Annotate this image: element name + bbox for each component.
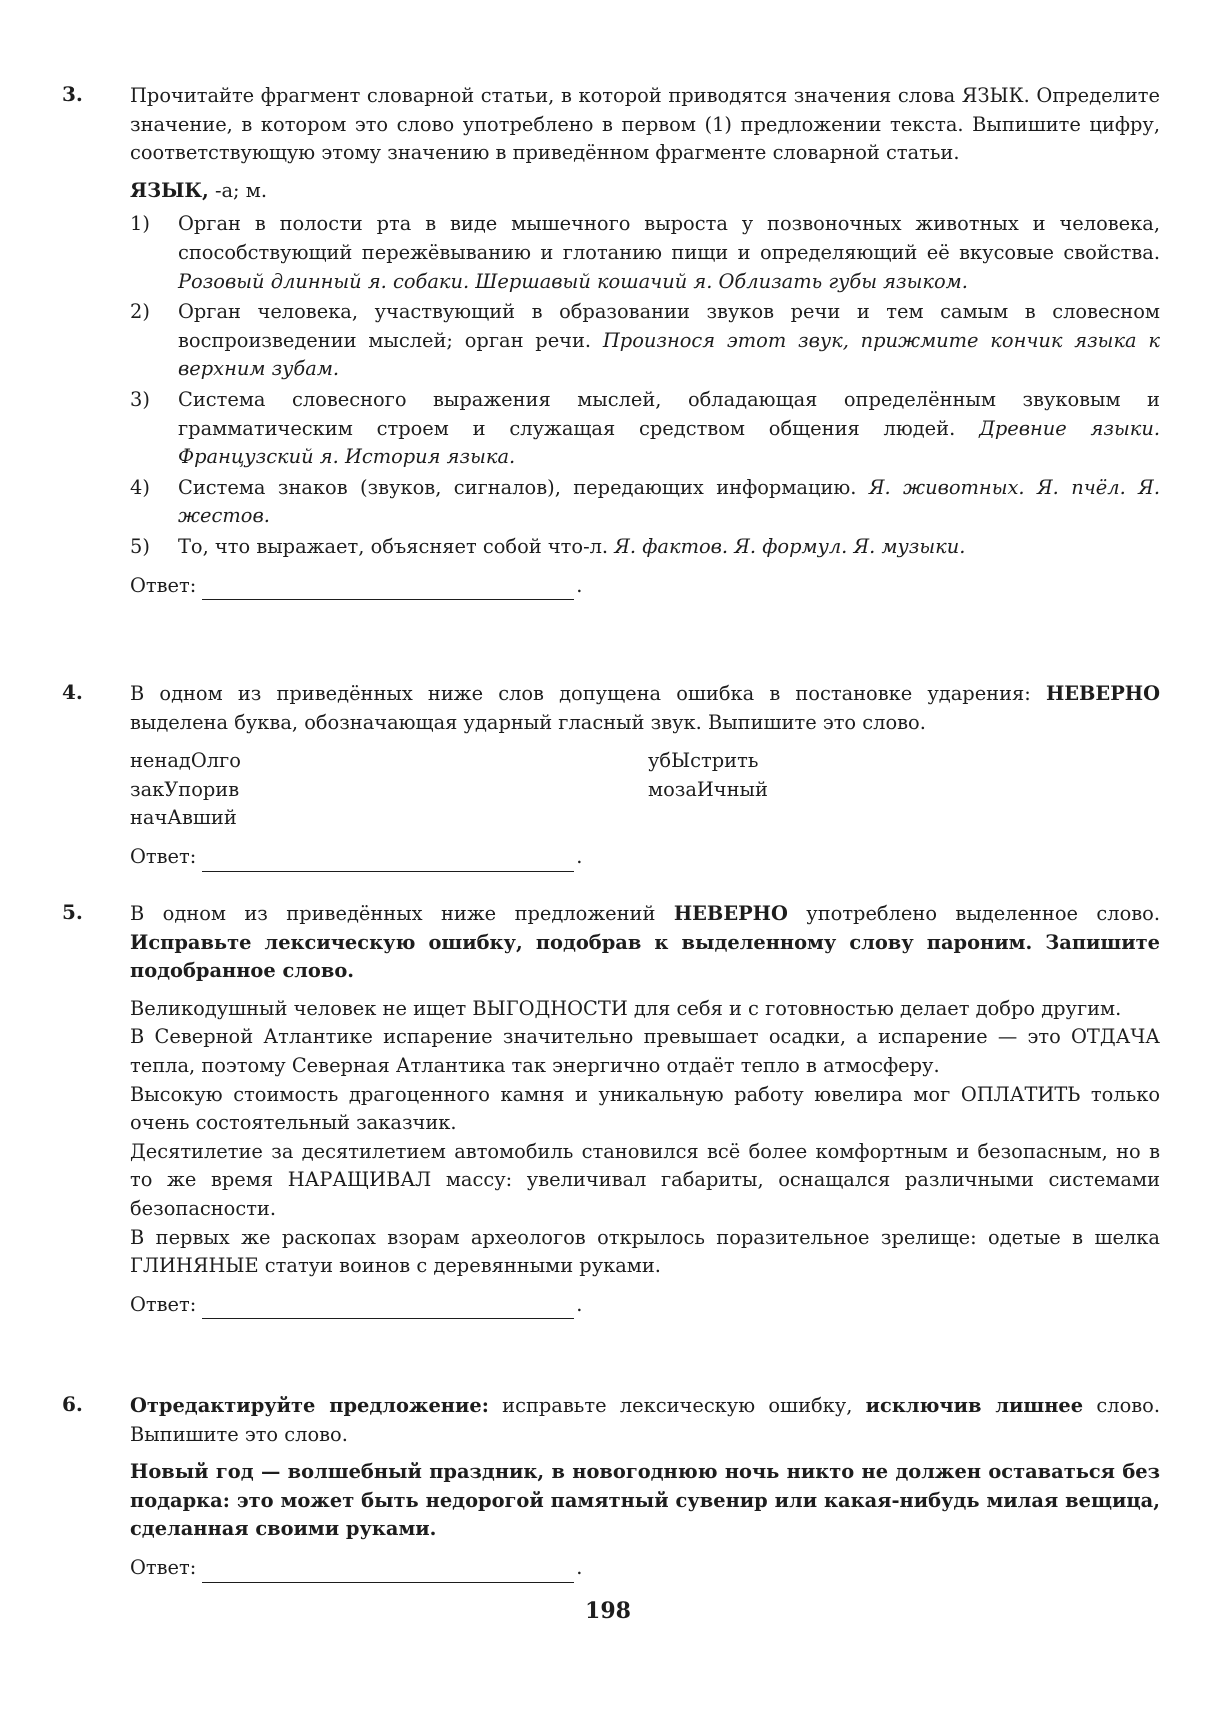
word-list (130, 747, 1160, 833)
task-6 (62, 1392, 1160, 1583)
answer-label: Ответ: (130, 1555, 197, 1579)
answer-row: Ответ: . (130, 1291, 1160, 1320)
meaning-number: 4) (130, 475, 150, 499)
sentence: В Северной Атлантике испарение значительно превышает осадки, а испарение — это ОТДАЧА тепла, поэтому Северная Атлантика так энергично отдаёт тепло в атмосферу. (130, 1025, 1160, 1077)
meaning-text: Орган человека, участвующий в образовании звуков речи и тем самым в словесном воспроизведении мыслей; орган речи. (178, 300, 1160, 352)
answer-field[interactable] (202, 849, 574, 872)
meaning-text: Орган в полости рта в виде мышечного выроста у позвоночных животных и человека, способствующий пережёвыванию и глотанию пищи и определяющий её вкусовые свойства. (178, 212, 1160, 264)
meaning-example: Произнося этот звук, прижмите кончик языка к верхним зубам. (178, 328, 1160, 381)
task-3 (62, 82, 1160, 600)
task-number: 4. (62, 680, 83, 704)
meaning-text: То, что выражает, объясняет собой что-л. (178, 534, 615, 558)
answer-field[interactable] (202, 1296, 574, 1319)
page-number: 198 (585, 1598, 631, 1624)
answer-label: Ответ: (130, 844, 197, 868)
answer-label: Ответ: (130, 1292, 197, 1316)
meaning-text: Система знаков (звуков, сигналов), передающих информацию. (178, 475, 869, 499)
dictionary-meaning (130, 474, 1160, 531)
word-option: закУпорив (130, 777, 240, 801)
task-number: 5. (62, 900, 83, 924)
sentence: Десятилетие за десятилетием автомобиль становился всё более комфортным и безопасным, но в то же время НАРАЩИВАЛ массу: увеличивал габариты, оснащался различными системами безопасности. (130, 1139, 1160, 1220)
meaning-number: 3) (130, 387, 150, 411)
task-number: 6. (62, 1392, 83, 1416)
task-instruction: В одном из приведённых ниже предложений НЕВЕРНО употреблено выделенное слово. Исправьте лексическую ошибку, подобрав к выделенному слову пароним. Запишите подобранное слово. (130, 902, 1160, 983)
sentence: В первых же раскопах взорам археологов открылось поразительное зрелище: одетые в шелка ГЛИНЯНЫЕ статуи воинов с деревянными руками. (130, 1225, 1160, 1278)
meaning-example: Розовый длинный я. собаки. Шершавый кошачий я. Облизать губы языком. (178, 269, 968, 293)
sentence: Великодушный человек не ищет ВЫГОДНОСТИ для себя и с готовностью делает добро другим. (130, 996, 1122, 1020)
meaning-example: Я. животных. Я. пчёл. Я. жестов. (178, 475, 1160, 528)
task-instruction: Прочитайте фрагмент словарной статьи, в которой приводятся значения слова ЯЗЫК. Определите значение, в котором это слово употреблено в первом (1) предложении текста. Выпишите цифру, соответствующую этому значению в приведённом фрагменте словарной статьи. (130, 84, 1160, 165)
word-option: убЫстрить (648, 749, 759, 773)
word-option: начАвший (130, 806, 237, 830)
task-instruction: В одном из приведённых ниже слов допущена ошибка в постановке ударения: НЕВЕРНО выделена буква, обозначающая ударный гласный звук. Выпишите это слово. (130, 682, 1160, 734)
meaning-number: 5) (130, 534, 150, 558)
meaning-number: 1) (130, 212, 150, 236)
meaning-text: Система словесного выражения мыслей, обладающая определённым звуковым и грамматическим строем и служащая средством общения людей. (178, 387, 1160, 440)
word-option: ненадОлго (130, 749, 241, 773)
headword: ЯЗЫК, (130, 178, 209, 202)
answer-field[interactable] (202, 1560, 574, 1583)
meaning-number: 2) (130, 300, 150, 324)
answer-row: Ответ: . (130, 843, 1160, 872)
sentence: Высокую стоимость драгоценного камня и уникальную работу ювелира мог ОПЛАТИТЬ только очень состоятельный заказчик. (130, 1082, 1160, 1135)
dictionary-meaning (130, 210, 1160, 296)
task-5 (62, 900, 1160, 1319)
task-number: 3. (62, 82, 83, 106)
answer-label: Ответ: (130, 573, 197, 597)
dictionary-meaning (130, 533, 1160, 562)
task-4 (62, 680, 1160, 872)
headword-grammar: -а; м. (208, 178, 268, 202)
meaning-example: Древние языки. Французский я. История языка. (178, 416, 1160, 469)
meaning-example: Я. фактов. Я. формул. Я. музыки. (614, 534, 966, 558)
dictionary-meaning (130, 298, 1160, 384)
answer-row: Ответ: . (130, 1554, 1160, 1583)
sentence-to-edit: Новый год — волшебный праздник, в новогоднюю ночь никто не должен оставаться без подарка: это может быть недорогой памятный сувенир или какая-нибудь милая вещица, сделанная своими руками. (130, 1460, 1160, 1541)
answer-row: Ответ: . (130, 572, 1160, 601)
word-option: мозаИчный (648, 777, 768, 801)
task-instruction: Отредактируйте предложение: исправьте лексическую ошибку, исключив лишнее слово. Выпишите это слово. (130, 1394, 1161, 1446)
answer-field[interactable] (202, 577, 574, 600)
dictionary-meaning (130, 386, 1160, 472)
dictionary-headword (130, 177, 1160, 206)
